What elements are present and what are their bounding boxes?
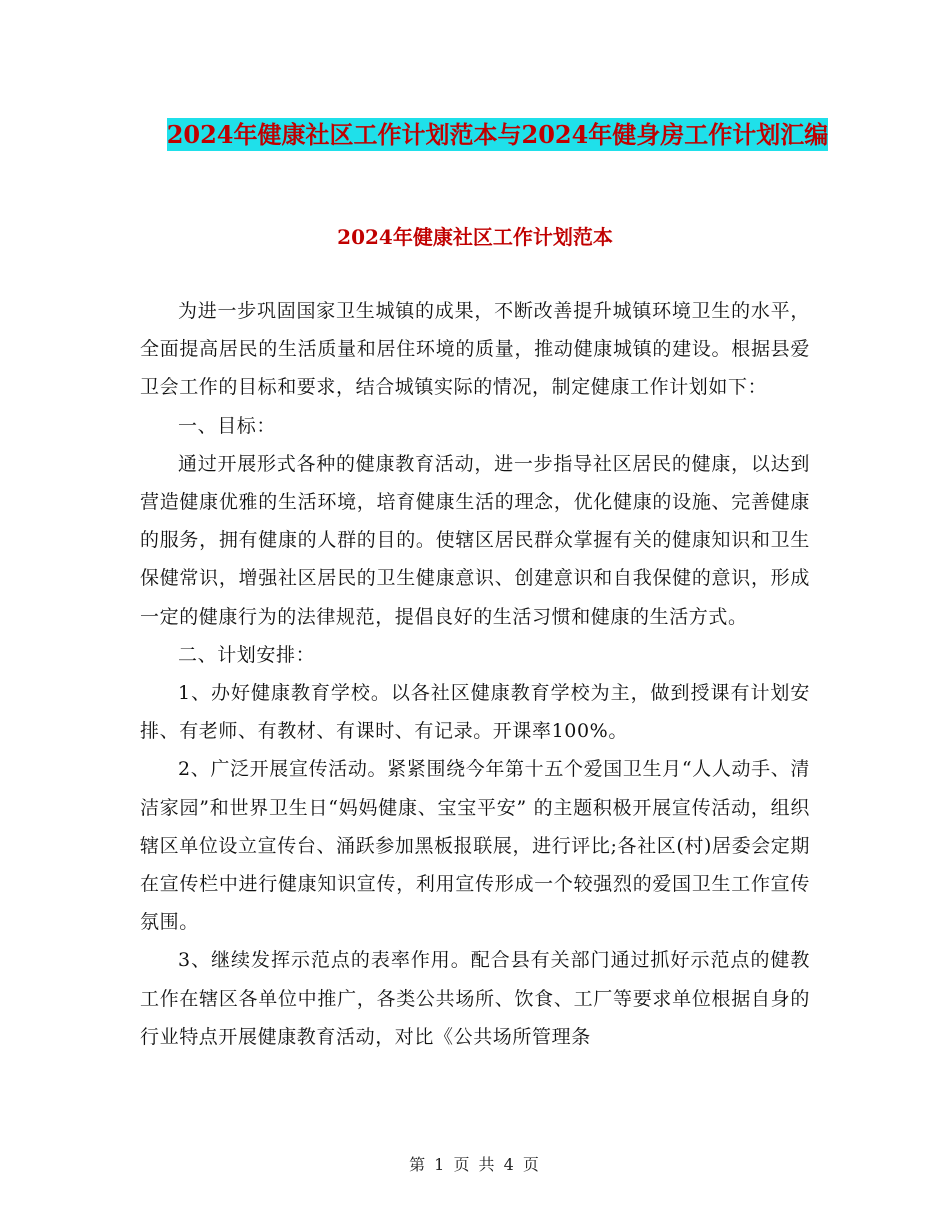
paragraph-intro: 为进一步巩固国家卫生城镇的成果，不断改善提升城镇环境卫生的水平，全面提高居民的生活质量和居住环境的质量，推动健康城镇的建设。根据县爱卫会工作的目标和要求，结合城镇实际的情况，制定健康工作计划如下：	[140, 300, 810, 399]
paragraph-plan-1: 1、办好健康教育学校。以各社区健康教育学校为主，做到授课有计划安排、有老师、有教材、有课时、有记录。开课率100%。	[140, 682, 810, 743]
document-title-text: 2024年健康社区工作计划范本与2024年健身房工作计划汇编	[166, 120, 829, 149]
paragraph-plan-3: 3、继续发挥示范点的表率作用。配合县有关部门通过抓好示范点的健教工作在辖区各单位中推广，各类公共场所、饮食、工厂等要求单位根据自身的行业特点开展健康教育活动，对比《公共场所管理条	[140, 949, 810, 1048]
document-title	[140, 112, 855, 158]
paragraph-goals: 通过开展形式各种的健康教育活动，进一步指导社区居民的健康，以达到营造健康优雅的生活环境，培育健康生活的理念，优化健康的设施、完善健康的服务，拥有健康的人群的目的。使辖区居民群众掌握有关的健康知识和卫生保健常识，增强社区居民的卫生健康意识、创建意识和自我保健的意识，形成一定的健康行为的法律规范，提倡良好的生活习惯和健康的生活方式。	[140, 452, 810, 628]
document-body	[140, 292, 810, 1056]
page-footer: 第 1 页 共 4 页	[409, 1155, 541, 1174]
section-title: 2024年健康社区工作计划范本	[337, 225, 613, 249]
heading-goals: 一、目标：	[178, 414, 277, 437]
heading-plan: 二、计划安排：	[178, 643, 316, 666]
paragraph-plan-2: 2、广泛开展宣传活动。紧紧围绕今年第十五个爱国卫生月“人人动手、清洁家园”和世界卫生日“妈妈健康、宝宝平安” 的主题积极开展宣传活动，组织辖区单位设立宣传台、涌跃参加黑板报联展，进行评比;各社区(村)居委会定期在宣传栏中进行健康知识宣传，利用宣传形成一个较强烈的爱国卫生工作宣传氛围。	[140, 758, 810, 934]
